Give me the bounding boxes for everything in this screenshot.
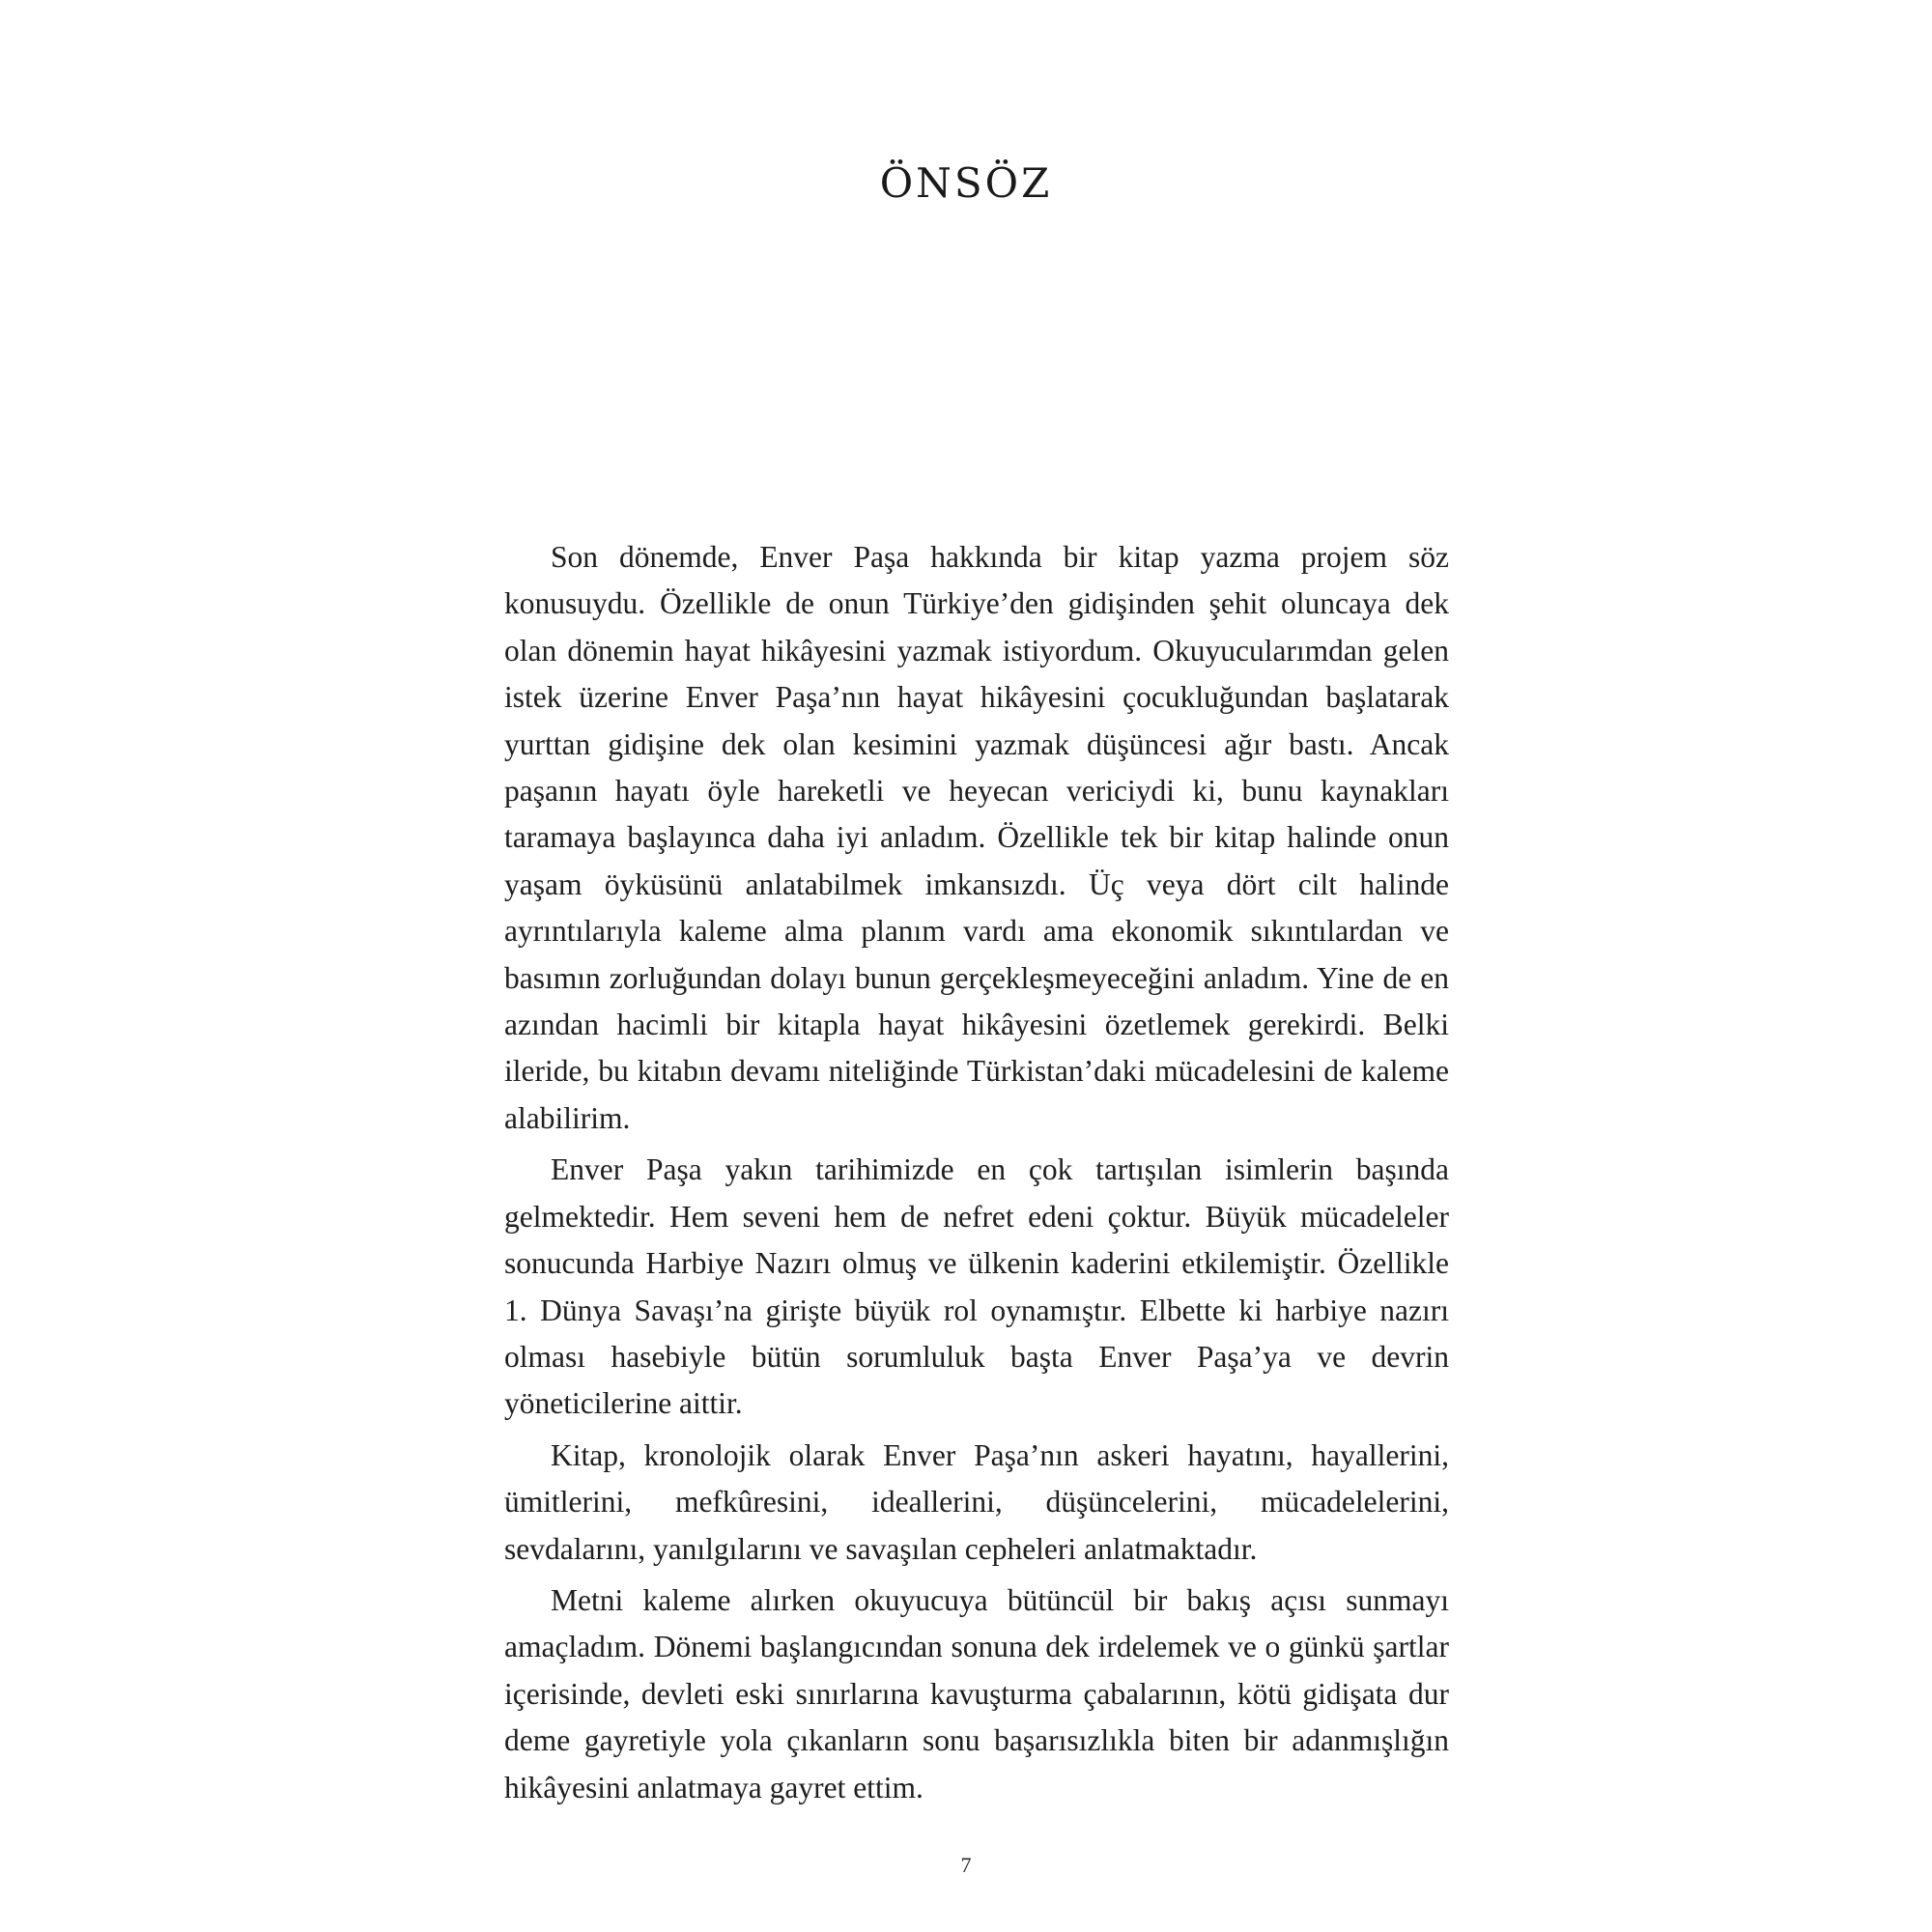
paragraph-1: Son dönemde, Enver Paşa hakkında bir kitap yazma projem söz konusuydu. Özellikle de onun Türkiye’den gidişinden şehit oluncaya dek olan dönemin hayat hikâyesini yazmak istiyordum. Okuyucularımdan gelen istek üzerine Enver Paşa’nın hayat hikâyesini çocukluğundan başlatarak yurttan gidişine dek olan kesimini yazmak düşüncesi ağır bastı. Ancak paşanın hayatı öyle hareketli ve heyecan vericiydi ki, bunu kaynakları taramaya başlayınca daha iyi anladım. Özellikle tek bir kitap halinde onun yaşam öyküsünü anlatabilmek imkansızdı. Üç veya dört cilt halinde ayrıntılarıyla kaleme alma planım vardı ama ekonomik sıkıntılardan ve basımın zorluğundan dolayı bunun gerçekleşmeyeceğini anladım. Yine de en azından hacimli bir kitapla hayat hikâyesini özetlemek gerekirdi. Belki ileride, bu kitabın devamı niteliğinde Türkistan’daki mücadelesini de kaleme alabilirim. bbox=[504, 540, 1449, 1135]
body-text bbox=[504, 534, 1449, 1813]
page-number: 7 bbox=[960, 1853, 972, 1877]
chapter-title: ÖNSÖZ bbox=[879, 159, 1053, 207]
paragraph-2: Enver Paşa yakın tarihimizde en çok tartışılan isimlerin başında gelmektedir. Hem seveni hem de nefret edeni çoktur. Büyük mücadeleler sonucunda Harbiye Nazırı olmuş ve ülkenin kaderini etkilemiştir. Özellikle 1. Dünya Savaşı’na girişte büyük rol oynamıştır. Elbette ki harbiye nazırı olması hasebiyle bütün sorumluluk başta Enver Paşa’ya ve devrin yöneticilerine aittir. bbox=[504, 1152, 1449, 1421]
paragraph-4: Metni kaleme alırken okuyucuya bütüncül bir bakış açısı sunmayı amaçladım. Dönemi başlangıcından sonuna dek irdelemek ve o günkü şartlar içerisinde, devleti eski sınırlarına kavuşturma çabalarının, kötü gidişata dur deme gayretiyle yola çıkanların sonu başarısızlıkla biten bir adanmışlığın hikâyesini anlatmaya gayret ettim. bbox=[504, 1582, 1449, 1804]
paragraph-3: Kitap, kronolojik olarak Enver Paşa’nın askeri hayatını, hayallerini, ümitlerini, mefkûresini, ideallerini, düşüncelerini, mücadelelerini, sevdalarını, yanılgılarını ve savaşılan cepheleri anlatmaktadır. bbox=[504, 1437, 1449, 1566]
